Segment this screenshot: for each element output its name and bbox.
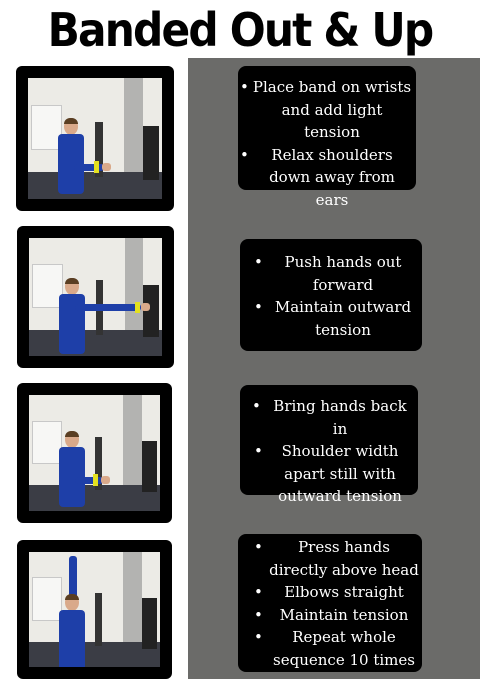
step-4-instructions: [238, 534, 422, 672]
step-2-instructions: [240, 239, 422, 351]
step-2-photo: [17, 226, 174, 368]
step-3-photo: [17, 383, 172, 523]
instruction-bullet: • Press hands directly above head: [254, 538, 419, 579]
step-1-instructions: [238, 66, 416, 209]
instruction-bullet: • Relax shoulders down away from ears: [240, 145, 395, 209]
step-4-photo: [17, 540, 172, 679]
instruction-bullet: • Elbows straight: [254, 583, 404, 601]
instruction-bullet: • Shoulder width apart still with outward tension: [254, 442, 402, 505]
instruction-bullet: • Bring hands back in: [252, 397, 407, 438]
instruction-bullet: • Push hands out forward: [254, 253, 402, 294]
instruction-bullet: • Maintain outward tension: [254, 298, 412, 339]
step-1-photo: [16, 66, 174, 211]
instruction-bullet: • Repeat whole sequence 10 times: [254, 628, 415, 669]
instruction-bullet: • Maintain tension: [254, 605, 409, 624]
page-title: Banded Out & Up: [47, 3, 433, 57]
step-3-instructions: [240, 385, 418, 505]
instruction-bullet: • Place band on wrists and add light tension: [240, 78, 412, 141]
